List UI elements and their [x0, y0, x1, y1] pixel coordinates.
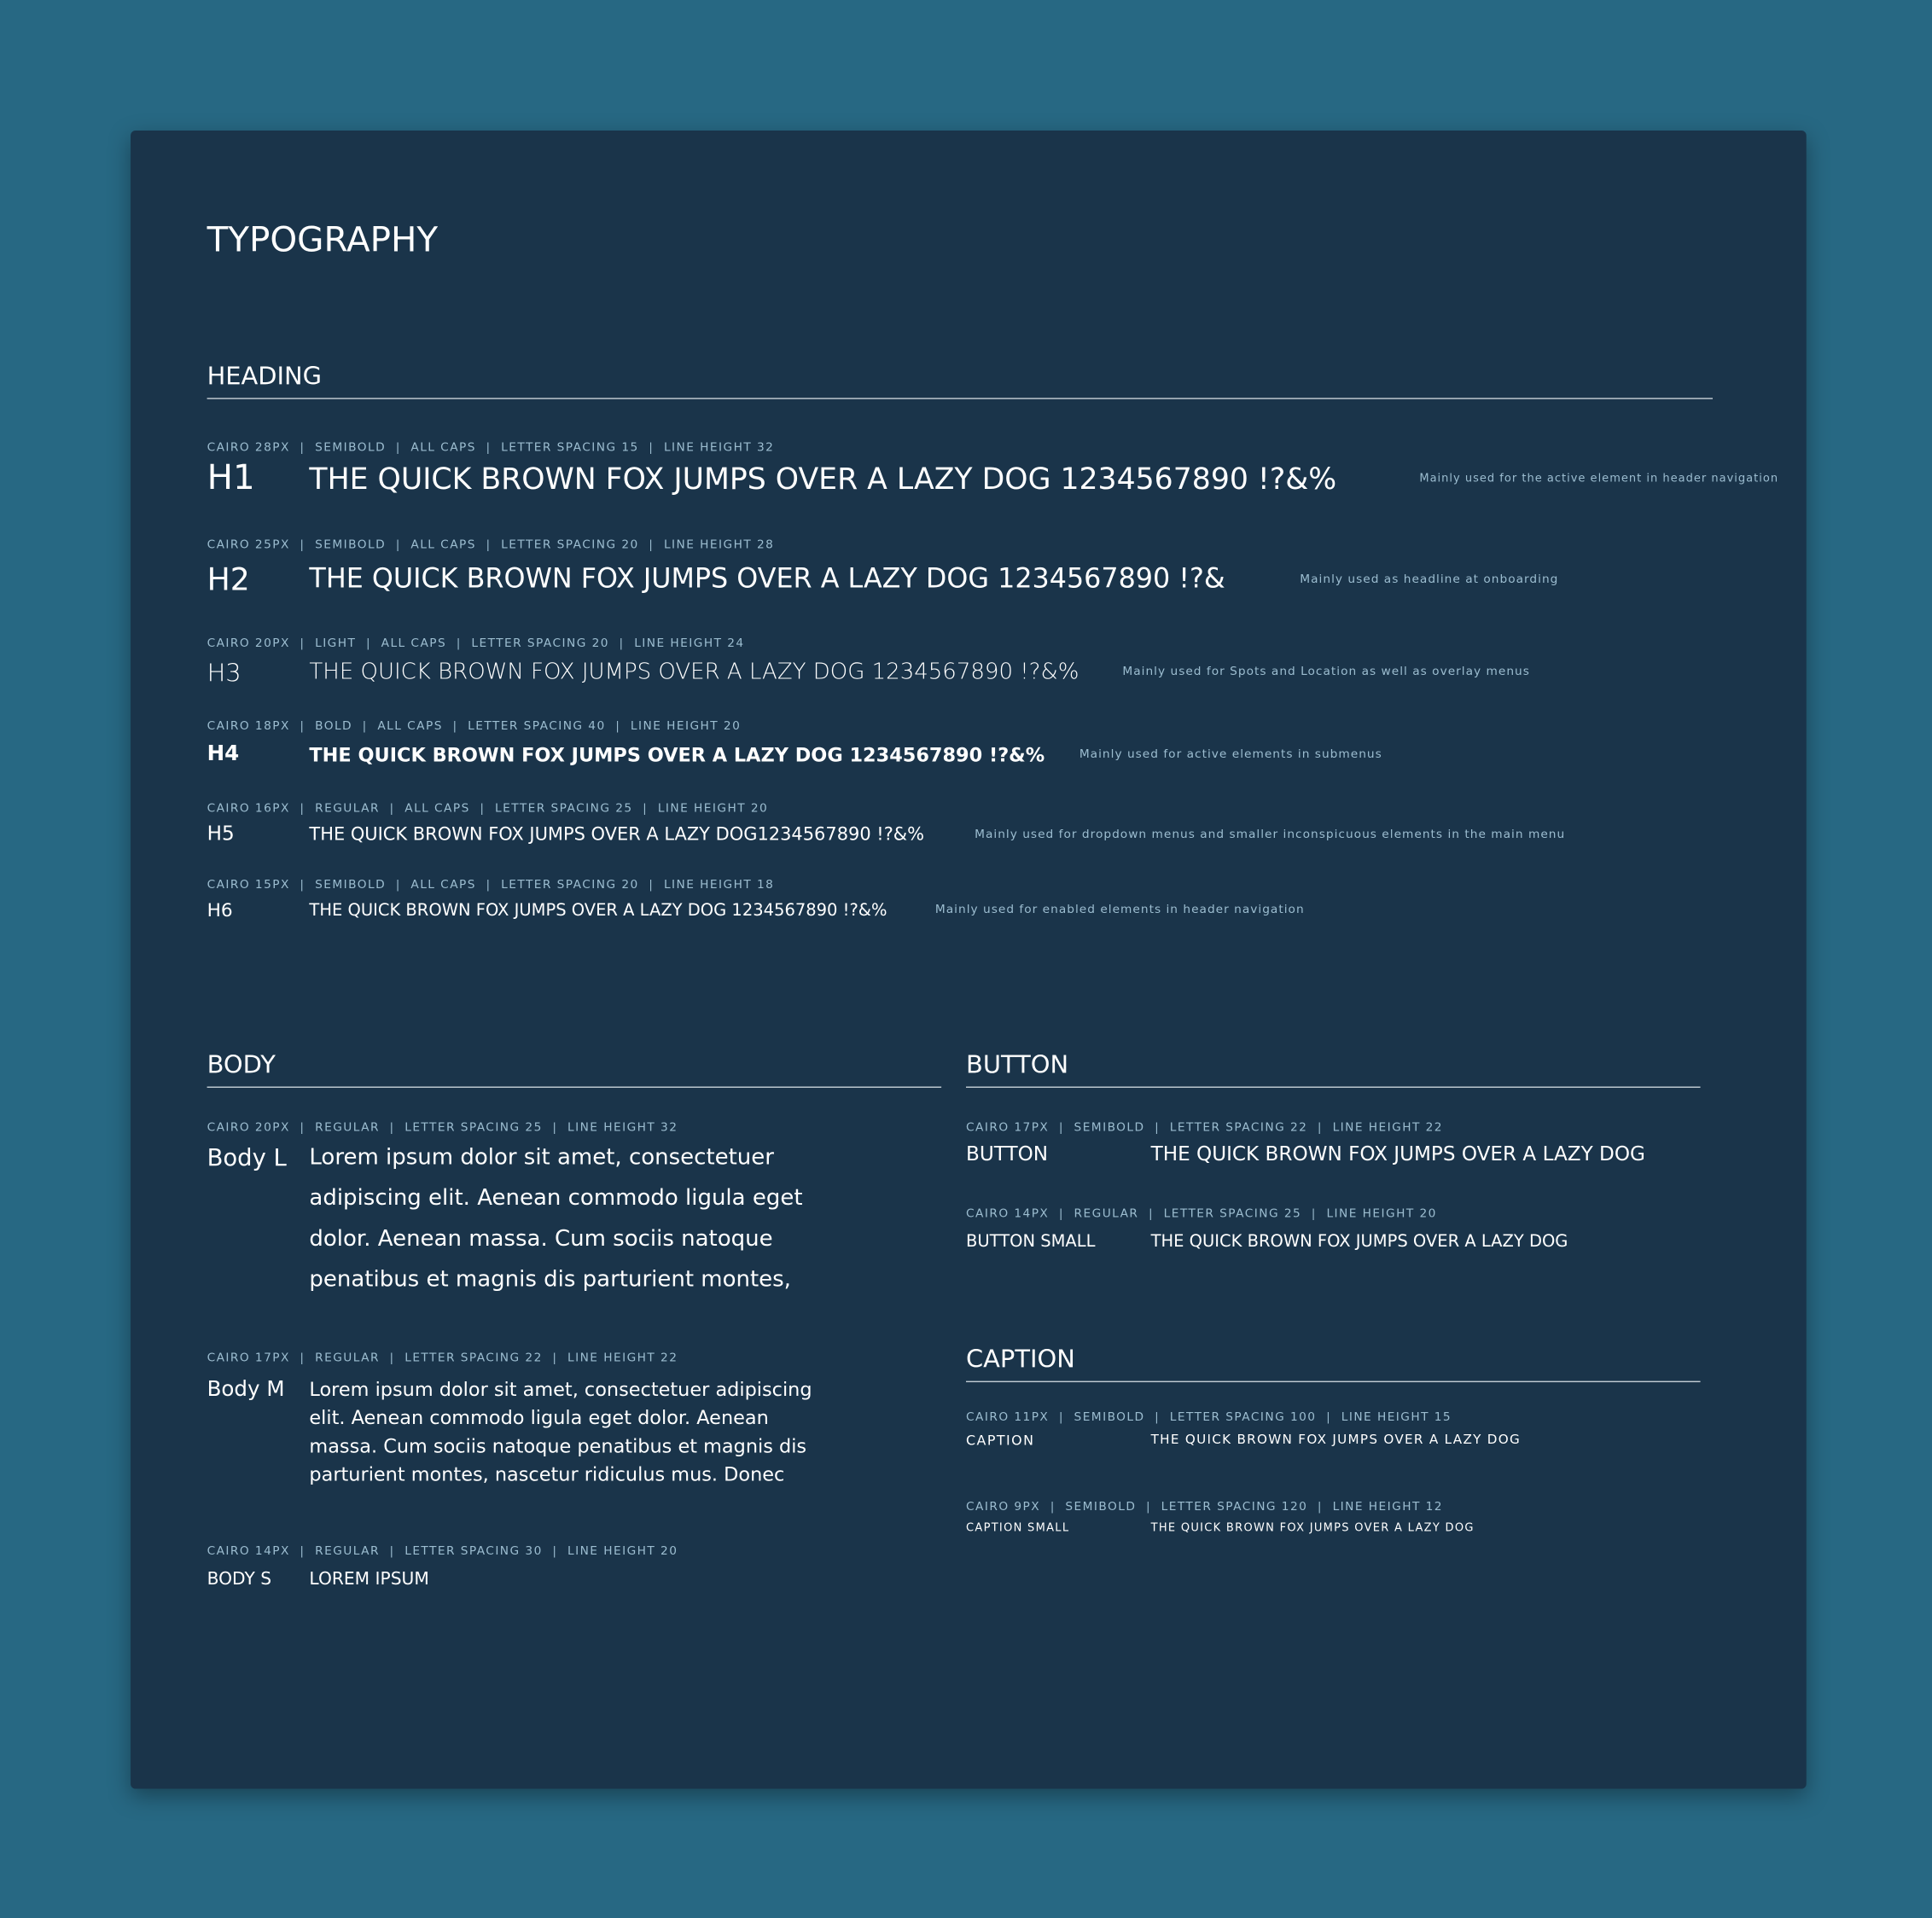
button-label: BUTTON: [966, 1142, 1049, 1165]
button-divider: [966, 1087, 1701, 1088]
h4-label: H4: [207, 741, 240, 767]
h2-sample: THE QUICK BROWN FOX JUMPS OVER A LAZY DOG 1234567890 !?&: [309, 564, 1225, 596]
caption-spec: CAIRO 11PX | SEMIBOLD | LETTER SPACING 100 | LINE HEIGHT 15: [966, 1410, 1452, 1425]
h3-sample: THE QUICK BROWN FOX JUMPS OVER A LAZY DOG 1234567890 !?&%: [309, 659, 1079, 685]
h6-spec: CAIRO 15PX | SEMIBOLD | ALL CAPS | LETTER SPACING 20 | LINE HEIGHT 18: [207, 878, 775, 892]
h2-usage-note: Mainly used as headline at onboarding: [1300, 572, 1559, 587]
h6-label: H6: [207, 899, 233, 922]
body-s-sample: LOREM IPSUM: [309, 1569, 429, 1590]
h4-usage-note: Mainly used for active elements in submenus: [1079, 747, 1382, 762]
h5-spec: CAIRO 16PX | REGULAR | ALL CAPS | LETTER SPACING 25 | LINE HEIGHT 20: [207, 801, 769, 816]
button-small-sample: THE QUICK BROWN FOX JUMPS OVER A LAZY DOG: [1150, 1231, 1568, 1252]
caption-label: CAPTION: [966, 1433, 1035, 1450]
button-small-spec: CAIRO 14PX | REGULAR | LETTER SPACING 25 | LINE HEIGHT 20: [966, 1207, 1437, 1221]
body-m-label: Body M: [207, 1377, 285, 1403]
h3-label: H3: [207, 658, 242, 688]
caption-section-title: CAPTION: [966, 1344, 1075, 1374]
h1-spec: CAIRO 28PX | SEMIBOLD | ALL CAPS | LETTER SPACING 15 | LINE HEIGHT 32: [207, 440, 775, 455]
heading-section-title: HEADING: [207, 361, 323, 391]
caption-sample: THE QUICK BROWN FOX JUMPS OVER A LAZY DOG: [1150, 1433, 1522, 1448]
h4-spec: CAIRO 18PX | BOLD | ALL CAPS | LETTER SPACING 40 | LINE HEIGHT 20: [207, 719, 742, 734]
typography-card: [131, 131, 1807, 1788]
h1-usage-note: Mainly used for the active element in header navigation: [1419, 473, 1779, 485]
body-divider: [207, 1087, 942, 1088]
h6-usage-note: Mainly used for enabled elements in header navigation: [934, 903, 1305, 917]
h1-sample: THE QUICK BROWN FOX JUMPS OVER A LAZY DOG 1234567890 !?&%: [309, 462, 1337, 497]
h5-sample: THE QUICK BROWN FOX JUMPS OVER A LAZY DOG1234567890 !?&%: [309, 825, 925, 846]
body-m-sample: Lorem ipsum dolor sit amet, consectetuer adipiscing elit. Aenean commodo ligula eget dolor. Aenean massa. Cum sociis natoque penatibus et magnis dis parturient montes, nascetur ridiculus mus. Donec: [309, 1378, 812, 1486]
body-l-spec: CAIRO 20PX | REGULAR | LETTER SPACING 25 | LINE HEIGHT 32: [207, 1120, 678, 1135]
button-sample: THE QUICK BROWN FOX JUMPS OVER A LAZY DOG: [1150, 1142, 1645, 1165]
caption-small-label: CAPTION SMALL: [966, 1522, 1070, 1536]
button-section-title: BUTTON: [966, 1049, 1069, 1079]
h4-sample: THE QUICK BROWN FOX JUMPS OVER A LAZY DOG 1234567890 !?&%: [309, 744, 1045, 767]
caption-divider: [966, 1381, 1701, 1382]
body-section-title: BODY: [207, 1049, 276, 1079]
caption-small-spec: CAIRO 9PX | SEMIBOLD | LETTER SPACING 120 | LINE HEIGHT 12: [966, 1500, 1443, 1514]
button-spec: CAIRO 17PX | SEMIBOLD | LETTER SPACING 22 | LINE HEIGHT 22: [966, 1120, 1443, 1135]
h5-usage-note: Mainly used for dropdown menus and smaller inconspicuous elements in the main menu: [975, 828, 1566, 842]
page-title: TYPOGRAPHY: [207, 219, 439, 260]
h3-usage-note: Mainly used for Spots and Location as well as overlay menus: [1122, 665, 1530, 679]
button-small-label: BUTTON SMALL: [966, 1231, 1096, 1252]
body-s-spec: CAIRO 14PX | REGULAR | LETTER SPACING 30 | LINE HEIGHT 20: [207, 1544, 678, 1559]
h3-spec: CAIRO 20PX | LIGHT | ALL CAPS | LETTER SPACING 20 | LINE HEIGHT 24: [207, 636, 745, 651]
body-l-label: Body L: [207, 1144, 287, 1172]
h1-label: H1: [207, 456, 255, 498]
h2-label: H2: [207, 561, 250, 598]
h5-label: H5: [207, 822, 235, 846]
h6-sample: THE QUICK BROWN FOX JUMPS OVER A LAZY DOG 1234567890 !?&%: [309, 900, 887, 921]
body-l-sample: Lorem ipsum dolor sit amet, consectetuer adipiscing elit. Aenean commodo ligula eget dolor. Aenean massa. Cum sociis natoque penatibus et magnis dis parturient montes,: [309, 1144, 803, 1293]
body-s-label: BODY S: [207, 1569, 272, 1590]
caption-small-sample: THE QUICK BROWN FOX JUMPS OVER A LAZY DOG: [1150, 1522, 1475, 1536]
h2-spec: CAIRO 25PX | SEMIBOLD | ALL CAPS | LETTER SPACING 20 | LINE HEIGHT 28: [207, 538, 775, 552]
body-m-spec: CAIRO 17PX | REGULAR | LETTER SPACING 22 | LINE HEIGHT 22: [207, 1351, 678, 1365]
